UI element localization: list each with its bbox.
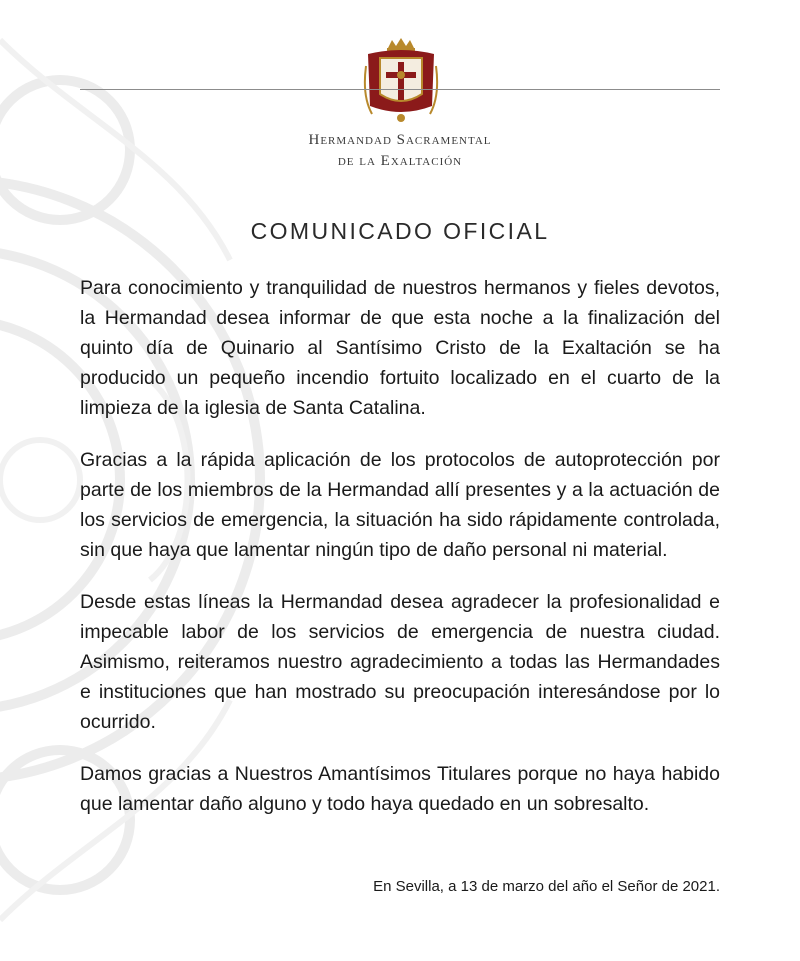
crest-icon xyxy=(362,36,440,124)
paragraph: Damos gracias a Nuestros Amantísimos Titulares porque no haya habido que lamentar daño alguno y todo haya quedado en un sobresalto. xyxy=(80,763,720,815)
brand-line-1: Hermandad Sacramental xyxy=(308,132,492,148)
brotherhood-name xyxy=(0,130,800,172)
document-body xyxy=(80,273,720,841)
paragraph: Para conocimiento y tranquilidad de nuestros hermanos y fieles devotos, la Hermandad desea informar de que esta noche a la finalización del quinto día de Quinario al Santísimo Cristo de la Exaltación se ha producido un pequeño incendio fortuito localizado en el cuarto de la limpieza de la iglesia de Santa Catalina. xyxy=(80,277,720,419)
paragraph: Gracias a la rápida aplicación de los protocolos de autoprotección por parte de los miembros de la Hermandad allí presentes y a la actuación de los servicios de emergencia, la situación ha sido rápidamente controlada, sin que haya que lamentar ningún tipo de daño personal ni material. xyxy=(80,449,720,561)
signature-line: En Sevilla, a 13 de marzo del año el Señor de 2021. xyxy=(373,878,720,895)
header-divider xyxy=(80,89,720,90)
paragraph: Desde estas líneas la Hermandad desea agradecer la profesionalidad e impecable labor de los servicios de emergencia de nuestra ciudad. Asimismo, reiteramos nuestro agradecimiento a todas las Hermandades e instituciones que han mostrado su preocupación interesándose por lo ocurrido. xyxy=(80,591,720,733)
brand-line-2: de la Exaltación xyxy=(337,153,463,169)
document-title: COMUNICADO OFICIAL xyxy=(250,218,550,244)
